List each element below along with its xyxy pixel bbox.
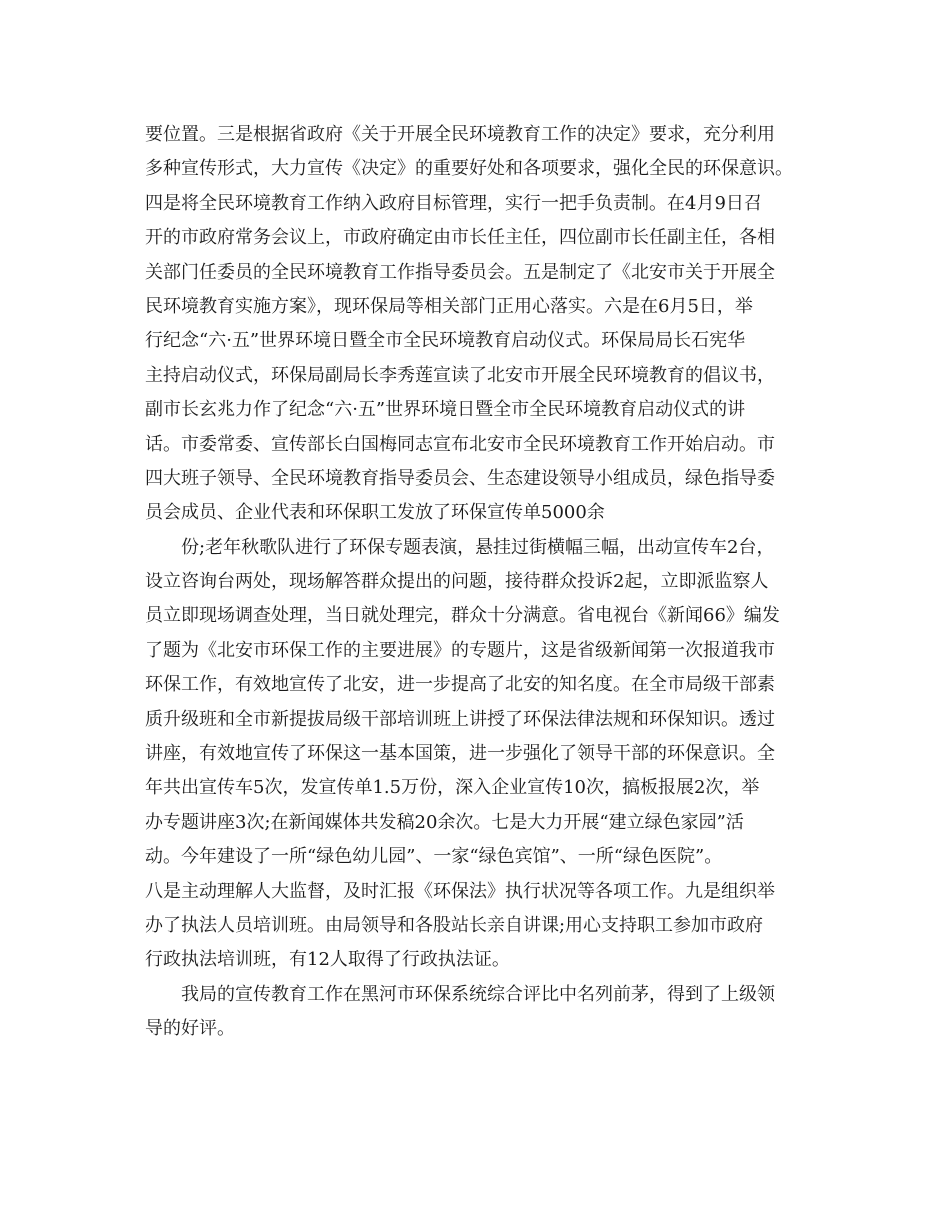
text-line: 四大班子领导、全民环境教育指导委员会、生态建设领导小组成员，绿色指导委 [145, 467, 775, 489]
text-line: 员立即现场调查处理，当日就处理完，群众十分满意。省电视台《新闻66》编发 [145, 605, 780, 627]
text-line: 份;老年秋歌队进行了环保专题表演，悬挂过街横幅三幅，出动宣传车2台， [145, 536, 775, 558]
text-line: 了题为《北安市环保工作的主要进展》的专题片，这是省级新闻第一次报道我市 [145, 639, 775, 661]
text-line: 设立咨询台两处，现场解答群众提出的问题，接待群众投诉2起，立即派监察人 [145, 571, 769, 593]
text-line: 我局的宣传教育工作在黑河市环保系统综合评比中名列前茅，得到了上级领 [145, 983, 775, 1005]
text-line: 行纪念“六·五”世界环境日暨全市全民环境教育启动仪式。环保局局长石宪华 [145, 330, 746, 352]
text-line: 多种宣传形式，大力宣传《决定》的重要好处和各项要求，强化全民的环保意识。 [145, 158, 793, 180]
text-line: 环保工作，有效地宣传了北安，进一步提高了北安的知名度。在全市局级干部素 [145, 674, 775, 696]
text-line: 话。市委常委、宣传部长白国梅同志宣布北安市全民环境教育工作开始启动。市 [145, 433, 775, 455]
text-line: 副市长玄兆力作了纪念“六·五”世界环境日暨全市全民环境教育启动仪式的讲 [145, 399, 746, 421]
text-line: 讲座，有效地宣传了环保这一基本国策，进一步强化了领导干部的环保意识。全 [145, 743, 775, 765]
text-line: 八是主动理解人大监督，及时汇报《环保法》执行状况等各项工作。九是组织举 [145, 880, 775, 902]
body-text [145, 118, 825, 1047]
text-line: 导的好评。 [145, 1018, 235, 1040]
text-line: 民环境教育实施方案》，现环保局等相关部门正用心落实。六是在6月5日，举 [145, 295, 753, 317]
text-line: 员会成员、企业代表和环保职工发放了环保宣传单5000余 [145, 502, 605, 524]
text-line: 开的市政府常务会议上，市政府确定由市长任主任，四位副市长任副主任，各相 [145, 227, 775, 249]
text-line: 要位置。三是根据省政府《关于开展全民环境教育工作的决定》要求，充分利用 [145, 124, 775, 145]
text-line: 关部门任委员的全民环境教育工作指导委员会。五是制定了《北安市关于开展全 [145, 261, 775, 283]
text-line: 四是将全民环境教育工作纳入政府目标管理，实行一把手负责制。在4月9日召 [145, 192, 762, 214]
text-line: 办专题讲座3次;在新闻媒体共发稿20余次。七是大力开展“建立绿色家园”活 [145, 811, 744, 833]
text-line: 行政执法培训班，有12人取得了行政执法证。 [145, 949, 510, 971]
text-line: 质升级班和全市新提拔局级干部培训班上讲授了环保法律法规和环保知识。透过 [145, 708, 775, 730]
text-line: 动。今年建设了一所“绿色幼儿园”、一家“绿色宾馆”、一所“绿色医院”。 [145, 846, 723, 868]
text-line: 年共出宣传车5次，发宣传单1.5万份，深入企业宣传10次，搞板报展2次，举 [145, 777, 760, 799]
text-line: 主持启动仪式，环保局副局长李秀莲宣读了北安市开展全民环境教育的倡议书， [145, 364, 775, 386]
text-line: 办了执法人员培训班。由局领导和各股站长亲自讲课;用心支持职工参加市政府 [145, 914, 764, 936]
